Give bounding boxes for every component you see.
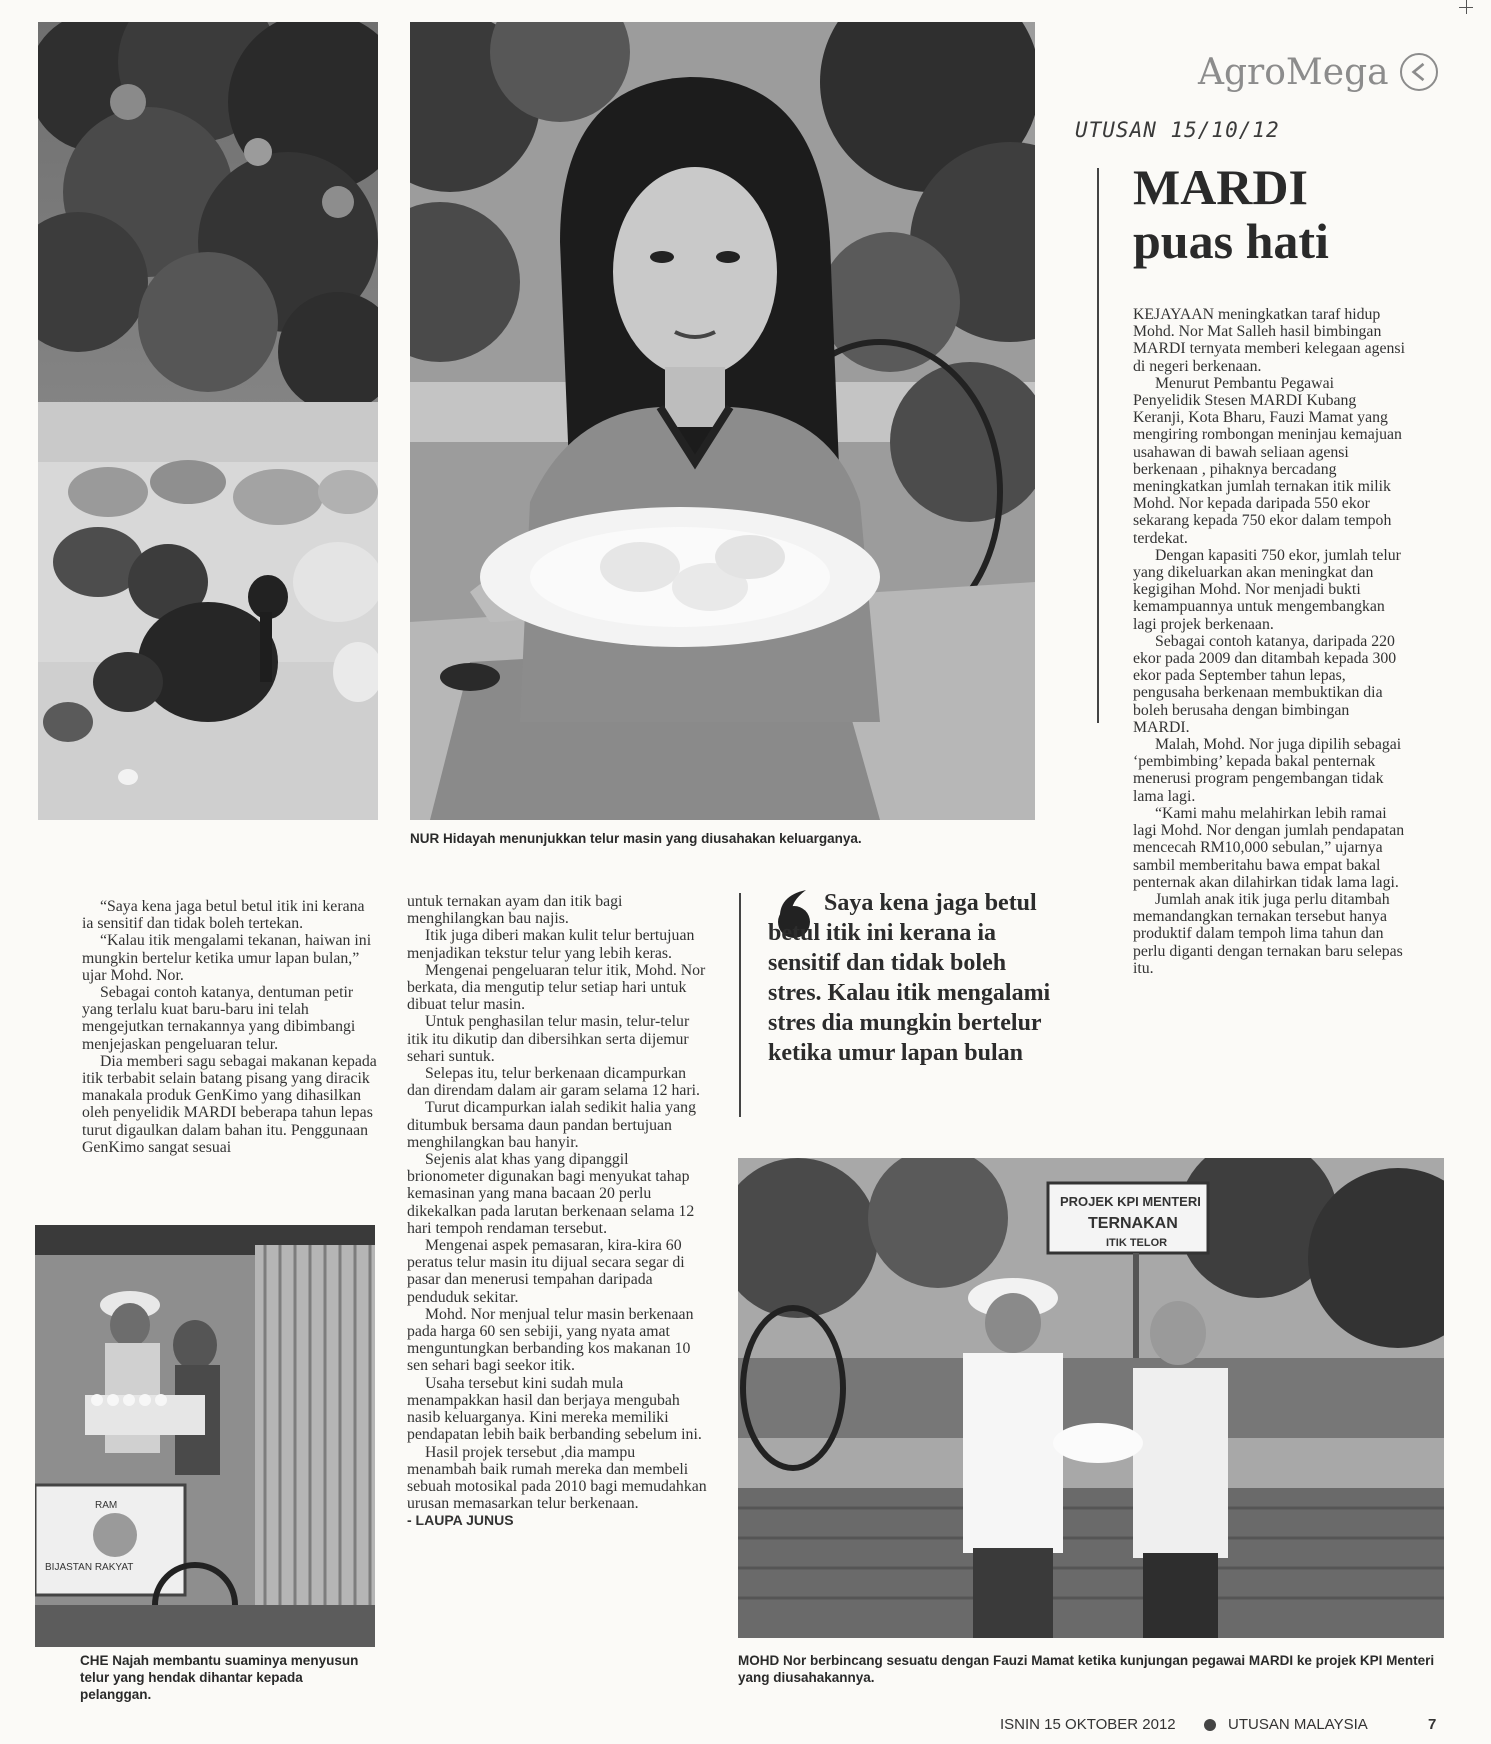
paragraph: “Kalau itik mengalami tekanan, haiwan ini mungkin bertelur ketika umur lapan bulan,” ujar Mohd. Nor.: [82, 932, 372, 984]
paragraph: Sebagai contoh katanya, dentuman petir yang terlalu kuat baru-baru ini telah mengejutkan ternakannya yang dibimbangi menjejaskan pengeluaran telur.: [82, 984, 356, 1053]
back-arrow-icon: [1400, 53, 1438, 91]
byline: - LAUPA JUNUS: [407, 1512, 514, 1529]
headline-line-2: puas hati: [1133, 213, 1329, 269]
paragraph: Itik juga diberi makan kulit telur bertujuan menjadikan tekstur telur yang lebih keras.: [407, 927, 695, 962]
pull-quote: [768, 888, 1058, 1068]
paragraph: Hasil projek tersebut ,dia mampu menambah baik rumah mereka dan membeli sebuah motosikal pada 2010 bagi memudahkan urusan memasarkan telur berkenaan.: [407, 1443, 707, 1513]
paragraph: Mengenai aspek pemasaran, kira-kira 60 peratus telur masin itu dijual secara segar di pasar dan menerusi tempahan daripada penduduk sekitar.: [407, 1237, 685, 1306]
handwritten-note: UTUSAN 15/10/12: [1075, 118, 1280, 142]
bullet-icon: [1204, 1719, 1216, 1731]
section-brand: [1198, 52, 1389, 93]
paragraph: “Saya kena jaga betul betul itik ini kerana ia sensitif dan tidak boleh tertekan.: [82, 898, 365, 933]
girl-photo: [410, 22, 1035, 820]
paragraph: Sebagai contoh katanya, daripada 220 ekor pada 2009 dan ditambah kepada 300 ekor pada September tahun lepas, pengusaha berkenaan membuktikan dia boleh berusaha dengan bimbingan MARDI.: [1133, 632, 1397, 736]
paragraph: Dia memberi sagu sebagai makanan kepada itik terbabit selain batang pisang yang diracik manakala produk GenKimo yang dihasilkan oleh penyelidik MARDI beberapa tahun lepas turut digaulkan dalam bahan itu. Penggunaan GenKimo sangat sesuai: [82, 1052, 377, 1156]
cart-text-2: BIJASTAN RAKYAT: [45, 1562, 134, 1573]
cart-text-1: RAM: [95, 1500, 118, 1511]
paragraph: Untuk penghasilan telur masin, telur-telur itik itu dikutip dan dibersihkan serta dijemur sehari suntuk.: [407, 1013, 690, 1065]
egg-cart-caption: CHE Najah membantu suaminya menyusun telur yang hendak dihantar kepada pelanggan.: [80, 1653, 359, 1702]
left-article-column: [82, 898, 377, 1156]
paragraph: Mohd. Nor menjual telur masin berkenaan pada harga 60 sen sebiji, yang nyata amat menguntungkan berbanding kos makanan 10 sen sehari bagi seekor itik.: [407, 1305, 694, 1375]
paragraph: Mengenai pengeluaran telur itik, Mohd. Nor berkata, dia mengutip telur setiap hari untuk dibuat telur masin.: [407, 961, 706, 1014]
ducks-photo: [38, 22, 378, 820]
pull-quote-rule: [739, 893, 741, 1117]
sign-text-1: PROJEK KPI MENTERI: [1060, 1194, 1201, 1209]
paragraph: untuk ternakan ayam dan itik bagi menghilangkan bau najis.: [407, 893, 623, 928]
egg-cart-photo: [35, 1225, 375, 1647]
paragraph: Selepas itu, telur berkenaan dicampurkan dan direndam dalam air garam selama 12 hari.: [407, 1065, 700, 1100]
crop-mark: [1459, 7, 1473, 8]
brand-name: AgroMega: [1198, 52, 1389, 93]
footer-publication: UTUSAN MALAYSIA: [1228, 1716, 1368, 1733]
headline-line-1: MARDI: [1133, 159, 1308, 215]
pull-quote-text: Saya kena jaga betul betul itik ini kerana ia sensitif dan tidak boleh stres. Kalau itik mengalami stres dia mungkin bertelur ketika umur lapan bulan: [768, 890, 1051, 1066]
paragraph: “Kami mahu melahirkan lebih ramai lagi Mohd. Nor dengan jumlah pendapatan mencecah RM10,000 sebulan,” ujarnya sambil memberitahu bawa empat bakal penternak akan dilahirkan tidak lama lagi.: [1133, 804, 1405, 891]
page-footer: [1000, 1716, 1450, 1738]
paragraph: Sejenis alat khas yang dipanggil brionometer digunakan bagi menyukat tahap kemasinan yang mana bacaan 20 perlu dikekalkan pada larutan berkenaan selama 12 hari tempoh rendaman tersebut.: [407, 1151, 695, 1237]
middle-article-column: [407, 893, 707, 1530]
paragraph: Usaha tersebut kini sudah mula menampakkan hasil dan berjaya mengubah nasib keluarganya. Kini mereka memiliki pendapatan lebih baik berbanding sebelum ini.: [407, 1374, 702, 1444]
meeting-photo-caption: MOHD Nor berbincang sesuatu dengan Fauzi Mamat ketika kunjungan pegawai MARDI ke projek KPI Menteri yang diusahakannya.: [738, 1653, 1435, 1685]
footer-date: ISNIN 15 OKTOBER 2012: [1000, 1716, 1176, 1733]
girl-photo-caption: NUR Hidayah menunjukkan telur masin yang diusahakan keluarganya.: [410, 831, 862, 846]
paragraph: Malah, Mohd. Nor juga dipilih sebagai ‘pembimbing’ kepada bakal penternak menerusi program pengembangan tidak lama lagi.: [1133, 736, 1402, 805]
meeting-photo: [738, 1158, 1444, 1638]
right-article-column: [1133, 306, 1405, 977]
sign-text-2: TERNAKAN: [1088, 1215, 1178, 1232]
paragraph: Menurut Pembantu Pegawai Penyelidik Stesen MARDI Kubang Keranji, Kota Bharu, Fauzi Mamat yang mengiring rombongan meninjau kemajuan usahawan di bawah seliaan agensi berkenaan , pihaknya bercadang meningkatkan jumlah ternakan itik milik Mohd. Nor kepada daripada 550 ekor sekarang kepada 750 ekor dalam tempoh terdekat.: [1133, 374, 1402, 547]
paragraph: Jumlah anak itik juga perlu ditambah memandangkan ternakan tersebut hanya produktif dalam tempoh lima tahun dan perlu diganti dengan ternakan baru selepas itu.: [1133, 890, 1403, 977]
footer-page-number: 7: [1428, 1716, 1437, 1733]
paragraph: Dengan kapasiti 750 ekor, jumlah telur yang dikeluarkan akan meningkat dan kegigihan Mohd. Nor menjadi bukti kemampuannya untuk mengembangkan lagi projek berkenaan.: [1133, 546, 1401, 633]
paragraph: KEJAYAAN meningkatkan taraf hidup Mohd. Nor Mat Salleh hasil bimbingan MARDI ternyata memberi kelegaan agensi di negeri berkenaan.: [1133, 306, 1405, 375]
headline-rule: [1097, 168, 1099, 723]
headline: [1133, 160, 1329, 268]
paragraph: Turut dicampurkan ialah sedikit halia yang ditumbuk bersama daun pandan bertujuan menghilangkan bau hanyir.: [407, 1099, 696, 1151]
sign-text-3: ITIK TELOR: [1106, 1237, 1168, 1249]
